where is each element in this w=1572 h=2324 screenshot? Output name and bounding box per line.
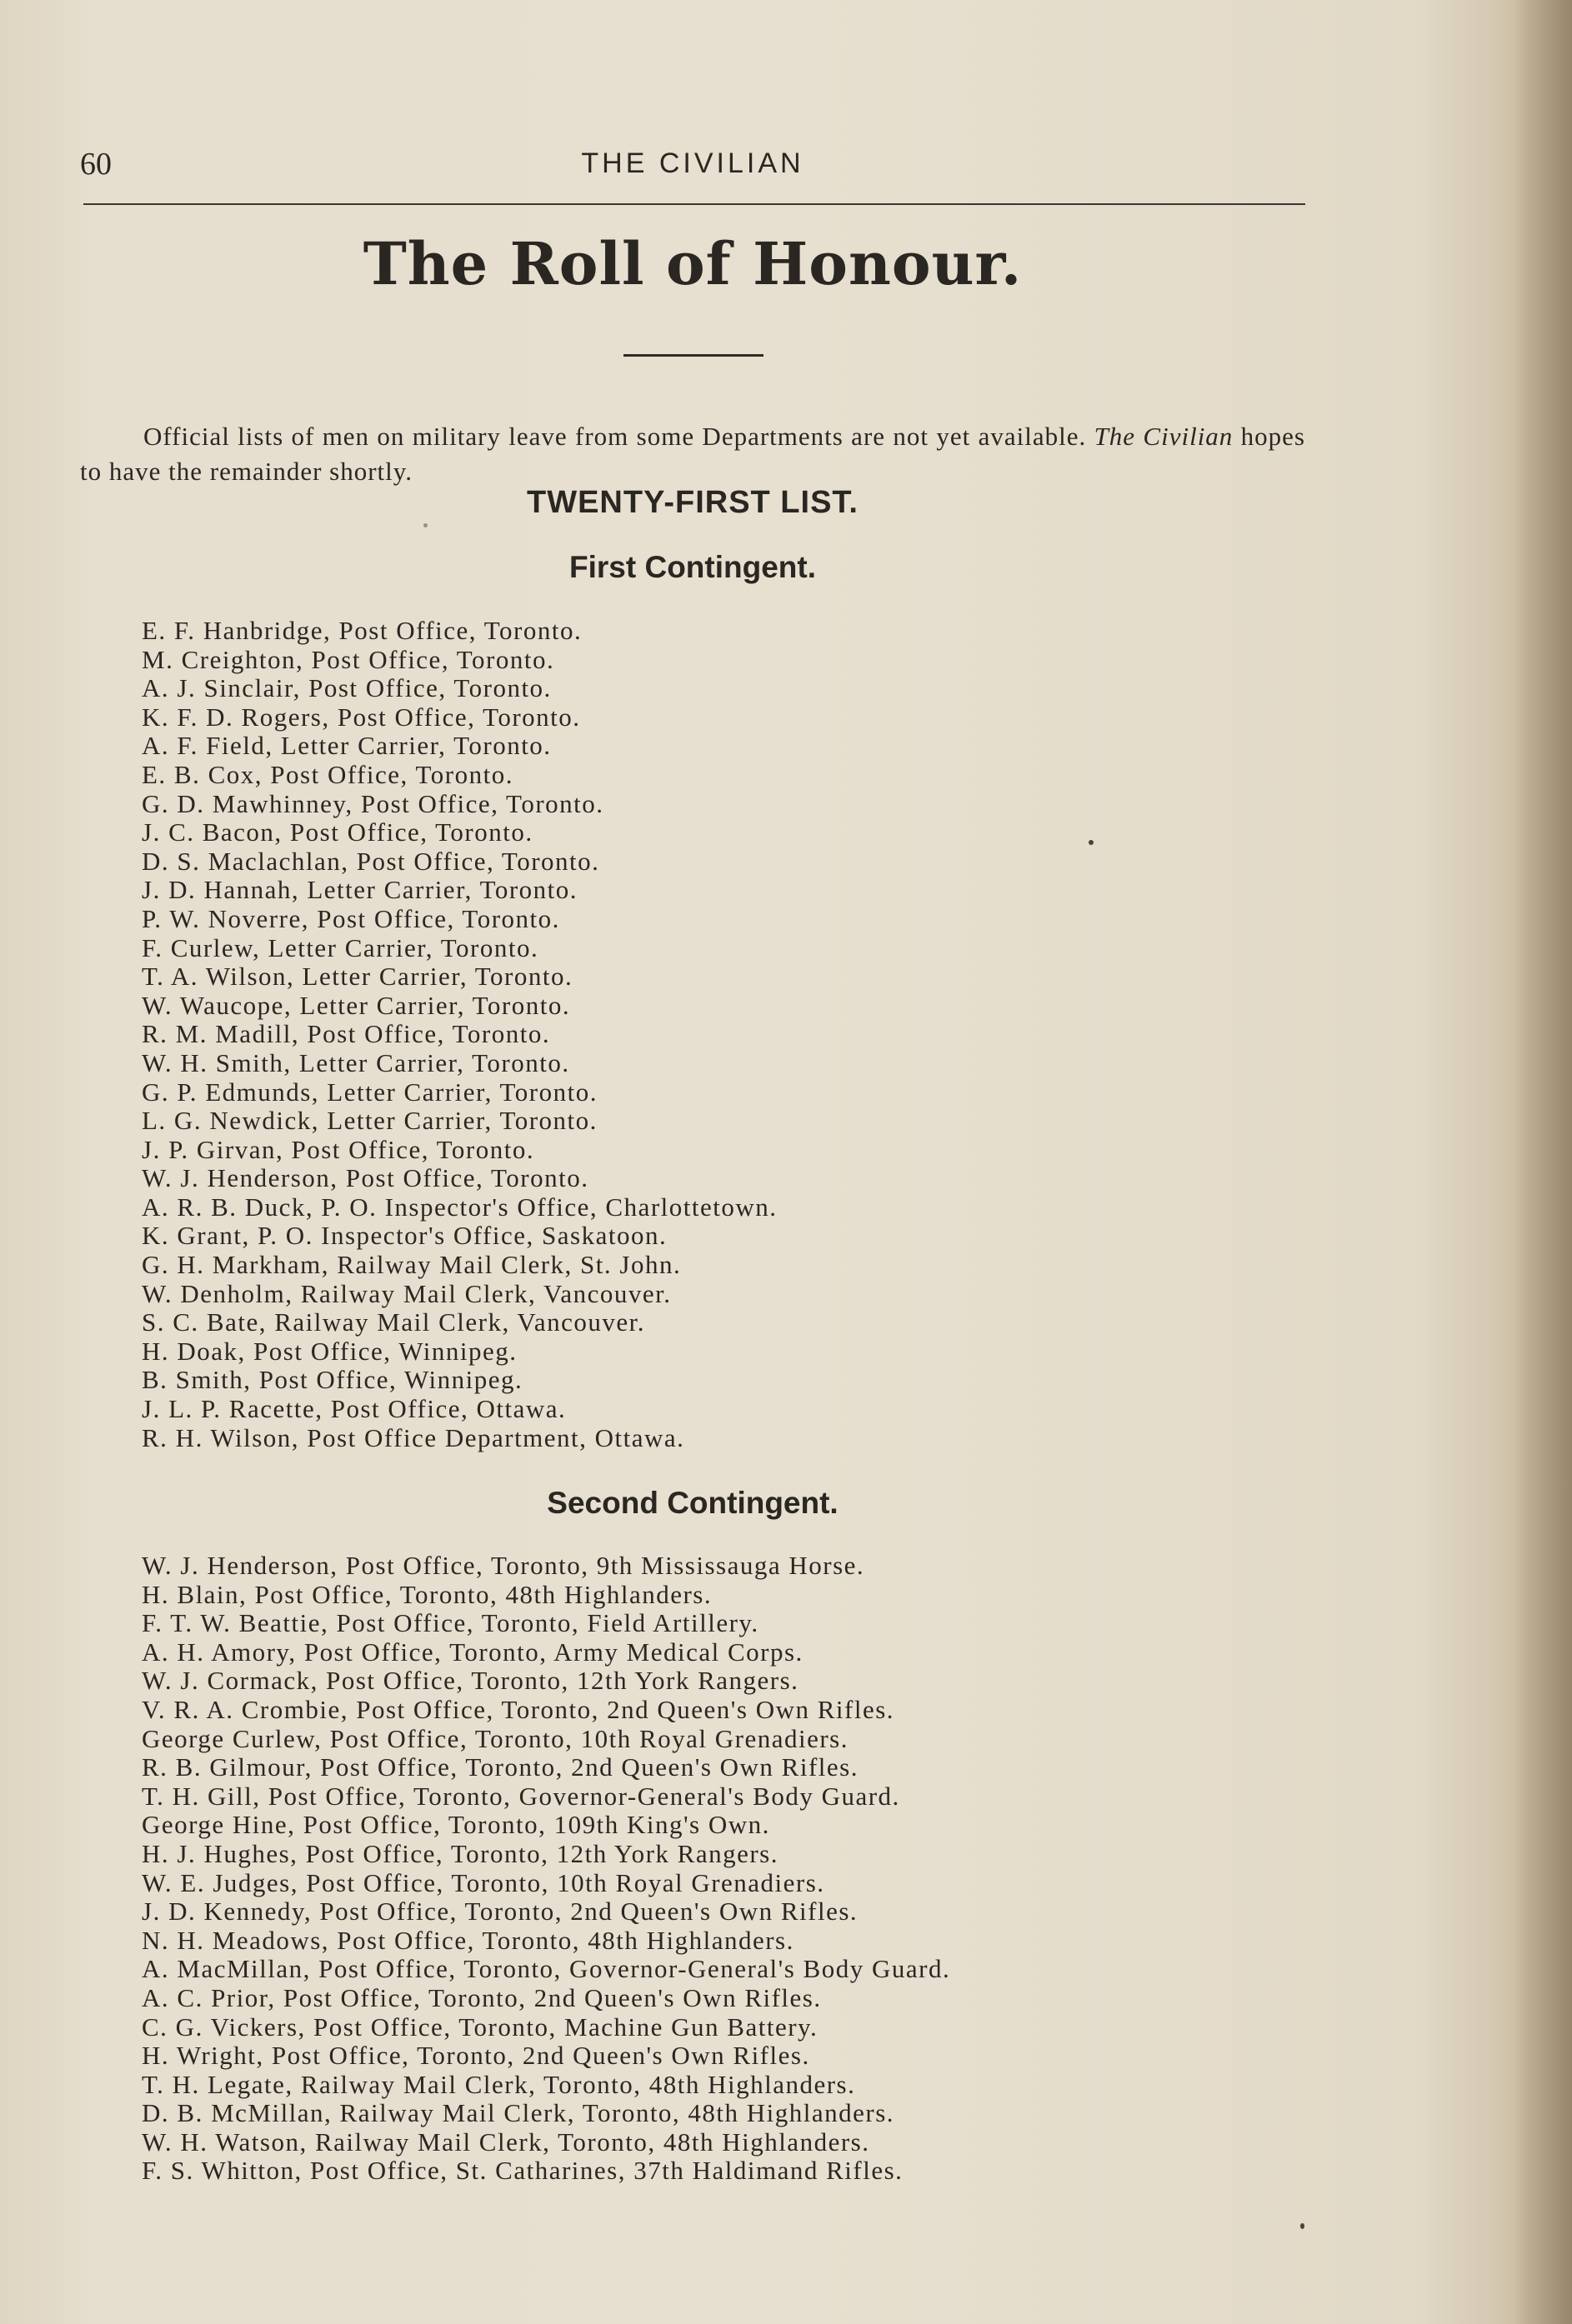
roll-entry: W. E. Judges, Post Office, Toronto, 10th Royal Grenadiers. [142,1867,825,1897]
roll-entry: F. S. Whitton, Post Office, St. Catharines, 37th Haldimand Rifles. [142,2156,904,2186]
page-header [80,146,1305,187]
roll-entry: W. H. Smith, Letter Carrier, Toronto. [142,1047,570,1077]
roll-entry: F. Curlew, Letter Carrier, Toronto. [142,932,539,962]
roll-entry: W. J. Henderson, Post Office, Toronto. [142,1163,589,1193]
roll-entry: H. Blain, Post Office, Toronto, 48th Highlanders. [142,1579,713,1609]
page-number: 60 [80,147,112,182]
publication-name: The Civilian [1094,422,1234,451]
roll-entry: F. T. W. Beattie, Post Office, Toronto, Field Artillery. [142,1608,759,1638]
roll-entry: R. H. Wilson, Post Office Department, Ottawa. [142,1422,685,1452]
roll-entry: T. H. Gill, Post Office, Toronto, Governor-General's Body Guard. [142,1781,900,1811]
roll-entry: W. Waucope, Letter Carrier, Toronto. [142,990,571,1020]
roll-entry: G. H. Markham, Railway Mail Clerk, St. John. [142,1250,682,1280]
roll-entry: P. W. Noverre, Post Office, Toronto. [142,903,560,933]
roll-entry: J. P. Girvan, Post Office, Toronto. [142,1134,535,1164]
roll-entry: G. P. Edmunds, Letter Carrier, Toronto. [142,1077,598,1107]
roll-entry: M. Creighton, Post Office, Toronto. [142,644,555,674]
roll-entry: A. R. B. Duck, P. O. Inspector's Office, Charlottetown. [142,1192,778,1222]
header-rule [83,203,1305,205]
roll-entry: A. F. Field, Letter Carrier, Toronto. [142,731,552,761]
roll-entry: L. G. Newdick, Letter Carrier, Toronto. [142,1106,598,1136]
roll-entry: H. Doak, Post Office, Winnipeg. [142,1336,518,1366]
first-contingent-heading: First Contingent. [569,550,816,584]
roll-entry: W. J. Cormack, Post Office, Toronto, 12th York Rangers. [142,1666,799,1696]
first-contingent-list [142,617,1225,1452]
roll-entry: A. MacMillan, Post Office, Toronto, Governor-General's Body Guard. [142,1954,951,1984]
roll-entry: W. Denholm, Railway Mail Clerk, Vancouver. [142,1278,672,1308]
roll-entry: D. B. McMillan, Railway Mail Clerk, Toronto, 48th Highlanders. [142,2098,895,2128]
paper-speck [423,523,428,527]
paper-speck [1300,2223,1304,2229]
roll-entry: T. H. Legate, Railway Mail Clerk, Toronto, 48th Highlanders. [142,2069,856,2099]
intro-paragraph [80,419,1305,489]
roll-entry: George Hine, Post Office, Toronto, 109th King's Own. [142,1810,770,1840]
intro-text-part1: Official lists of men on military leave from some Departments are not yet available. [143,422,1087,451]
intro-text-part2: hopes to have the remainder shortly. [80,422,1305,486]
roll-entry: A. C. Prior, Post Office, Toronto, 2nd Queen's Own Rifles. [142,1982,822,2012]
roll-entry: J. L. P. Racette, Post Office, Ottawa. [142,1394,567,1424]
title-rule [623,354,763,357]
roll-entry: J. D. Kennedy, Post Office, Toronto, 2nd Queen's Own Rifles. [142,1897,859,1927]
list-heading: TWENTY-FIRST LIST. [527,485,859,520]
running-head: THE CIVILIAN [581,147,804,179]
binding-shadow [1514,0,1572,2324]
roll-entry: G. D. Mawhinney, Post Office, Toronto. [142,788,604,818]
roll-entry: B. Smith, Post Office, Winnipeg. [142,1365,523,1395]
roll-entry: E. F. Hanbridge, Post Office, Toronto. [142,616,583,645]
roll-entry: S. C. Bate, Railway Mail Clerk, Vancouver. [142,1307,645,1337]
roll-entry: E. B. Cox, Post Office, Toronto. [142,759,513,789]
roll-entry: A. H. Amory, Post Office, Toronto, Army Medical Corps. [142,1637,804,1667]
roll-entry: George Curlew, Post Office, Toronto, 10th Royal Grenadiers. [142,1723,849,1753]
roll-entry: N. H. Meadows, Post Office, Toronto, 48th Highlanders. [142,1925,794,1955]
roll-entry: W. J. Henderson, Post Office, Toronto, 9th Mississauga Horse. [142,1551,865,1580]
roll-entry: H. Wright, Post Office, Toronto, 2nd Queen's Own Rifles. [142,2041,810,2071]
paper-speck [1089,840,1094,845]
second-contingent-heading: Second Contingent. [547,1486,839,1520]
roll-entry: K. F. D. Rogers, Post Office, Toronto. [142,702,581,732]
roll-entry: V. R. A. Crombie, Post Office, Toronto, 2nd Queen's Own Rifles. [142,1694,895,1724]
article-title: The Roll of Honour. [363,229,1023,298]
second-contingent-list [142,1552,1225,2186]
roll-entry: K. Grant, P. O. Inspector's Office, Saskatoon. [142,1221,668,1251]
roll-entry: J. D. Hannah, Letter Carrier, Toronto. [142,875,578,905]
roll-entry: D. S. Maclachlan, Post Office, Toronto. [142,846,600,876]
roll-entry: C. G. Vickers, Post Office, Toronto, Machine Gun Battery. [142,2012,819,2042]
roll-entry: A. J. Sinclair, Post Office, Toronto. [142,673,552,703]
roll-entry: R. M. Madill, Post Office, Toronto. [142,1019,551,1049]
roll-entry: T. A. Wilson, Letter Carrier, Toronto. [142,962,573,992]
roll-entry: H. J. Hughes, Post Office, Toronto, 12th York Rangers. [142,1838,778,1868]
roll-entry: R. B. Gilmour, Post Office, Toronto, 2nd Queen's Own Rifles. [142,1752,859,1782]
roll-entry: W. H. Watson, Railway Mail Clerk, Toronto, 48th Highlanders. [142,2127,870,2157]
roll-entry: J. C. Bacon, Post Office, Toronto. [142,817,533,847]
